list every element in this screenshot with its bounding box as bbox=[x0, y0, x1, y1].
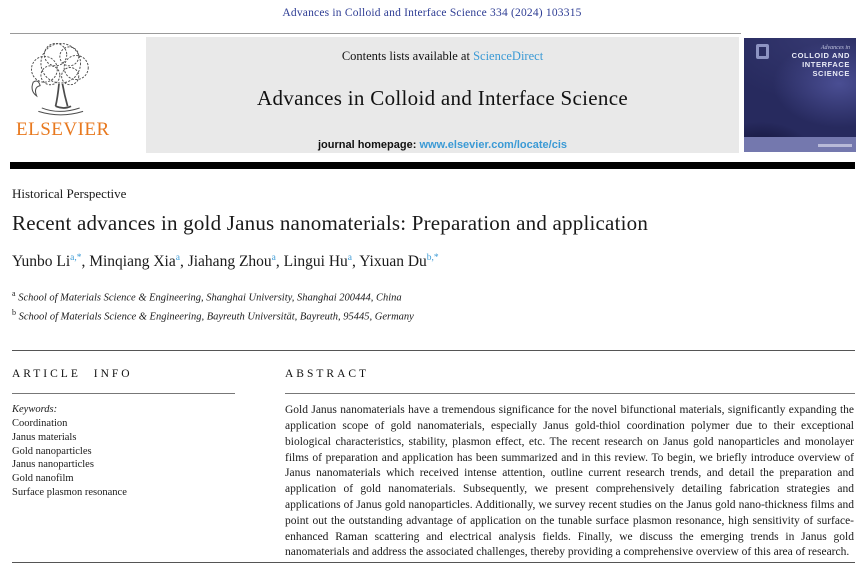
keyword-item: Gold nanofilm bbox=[12, 473, 74, 485]
affiliation: $^b$ School of Materials Science & Engineering, Bayreuth Universität, Bayreuth, 95445, Germany bbox=[12, 308, 414, 323]
journal-cover-titles: Advances in COLLOID AND INTERFACE SCIENCE bbox=[791, 45, 850, 78]
journal-cover-thumbnail[interactable] bbox=[744, 38, 856, 152]
keyword-item: Janus nanoparticles bbox=[12, 459, 94, 471]
author: Yunbo $Li^{a,*}$, bbox=[12, 253, 90, 271]
journal-homepage-link[interactable]: www.elsevier.com/locate/cis bbox=[419, 139, 568, 151]
elsevier-logo bbox=[10, 37, 146, 153]
article-front-matter bbox=[0, 186, 864, 561]
running-head-citation: Advances in Colloid and Interface Science 334 (2024) 103315 bbox=[282, 7, 582, 19]
article-type-label: Historical Perspective bbox=[12, 186, 127, 201]
keyword-item: Surface plasmon resonance bbox=[12, 486, 127, 498]
article-info-divider bbox=[12, 393, 235, 394]
abstract-column bbox=[285, 351, 855, 561]
page-bottom-divider bbox=[12, 562, 855, 563]
author: Minqiang Xia$^a$, bbox=[89, 253, 188, 271]
article-title: Recent advances in gold Janus nanomaterials: Preparation and application bbox=[12, 211, 649, 235]
keyword-item: Coordination bbox=[12, 417, 68, 429]
journal-cover-emblem-icon bbox=[756, 44, 769, 59]
masthead-black-bar bbox=[10, 162, 855, 169]
elsevier-tree-logo-icon bbox=[16, 39, 102, 121]
author-affiliation-sup[interactable]: a bbox=[271, 253, 276, 263]
cover-bottom-strip bbox=[744, 137, 856, 152]
contents-line: Contents lists available at ScienceDirect bbox=[341, 49, 544, 63]
journal-masthead-box bbox=[146, 37, 739, 153]
article-info-heading: ARTICLE INFO bbox=[12, 368, 133, 381]
info-abstract-columns bbox=[12, 351, 855, 561]
keyword-item: Janus materials bbox=[12, 431, 77, 443]
author-affiliation-sup[interactable]: a bbox=[175, 253, 180, 263]
abstract-text: Gold Janus nanomaterials have a tremendous significance for the novel bifunctional materials, significantly expanding the application scope of gold nanomaterials, especially Janus gold-thiol coordination polymer due to their exceptional biological characteristics, stability, plasmon effect, etc. The recent research on Janus gold nanoparticles and monolayer films of preparation and application has been summarized and in this review. To begin, we briefly introduce overview of Janus nanomaterials which received intense attention, outline current research trends, and detail the preparation and application of gold nanomaterials. Subsequently, we present comprehensively detailing fabrication strategies and applications of Janus gold nanoparticles. Additionally, we survey recent studies on the Janus gold nano-thickness films and point out the outstanding advantage of application on the tunable surface plasmon resonance, high sensitivity of surface-enhanced Raman scattering and electrical analysis fields. Finally, we discuss the emerging trends in Janus gold nanomaterials and address the associated challenges, thereby providing a comprehensive overview of this area of research. bbox=[285, 404, 854, 559]
article-info-column bbox=[12, 351, 285, 561]
author: Jiahang Zhou$^a$, bbox=[187, 253, 284, 271]
abstract-divider bbox=[285, 393, 855, 394]
elsevier-wordmark: ELSEVIER bbox=[16, 119, 110, 140]
journal-header-band bbox=[10, 37, 856, 153]
sciencedirect-link[interactable]: ScienceDirect bbox=[473, 49, 544, 63]
author-affiliation-sup[interactable]: a,* bbox=[70, 253, 82, 263]
author-affiliation-sup[interactable]: b,* bbox=[426, 253, 439, 263]
keyword-item: Gold nanoparticles bbox=[12, 445, 92, 457]
header-top-divider bbox=[10, 33, 741, 34]
author: Lingui Hu$^a$, bbox=[283, 253, 360, 271]
author: Yixuan $Du^{b,*}$ bbox=[359, 253, 439, 271]
journal-title: Advances in Colloid and Interface Science bbox=[257, 86, 628, 110]
author-list bbox=[12, 253, 855, 271]
cover-series-label: Advances in bbox=[820, 45, 850, 51]
abstract-heading: ABSTRACT bbox=[285, 368, 370, 381]
cover-strip-smalltext bbox=[818, 144, 852, 147]
keywords-label: Keywords: bbox=[12, 404, 58, 416]
journal-homepage-line: journal homepage: www.elsevier.com/locate/cis bbox=[317, 139, 568, 151]
affiliation-list bbox=[12, 287, 855, 325]
affiliation: $^a$ School of Materials Science & Engineering, Shanghai University, Shanghai 200444, China bbox=[12, 289, 402, 304]
author-affiliation-sup[interactable]: a bbox=[347, 253, 353, 263]
